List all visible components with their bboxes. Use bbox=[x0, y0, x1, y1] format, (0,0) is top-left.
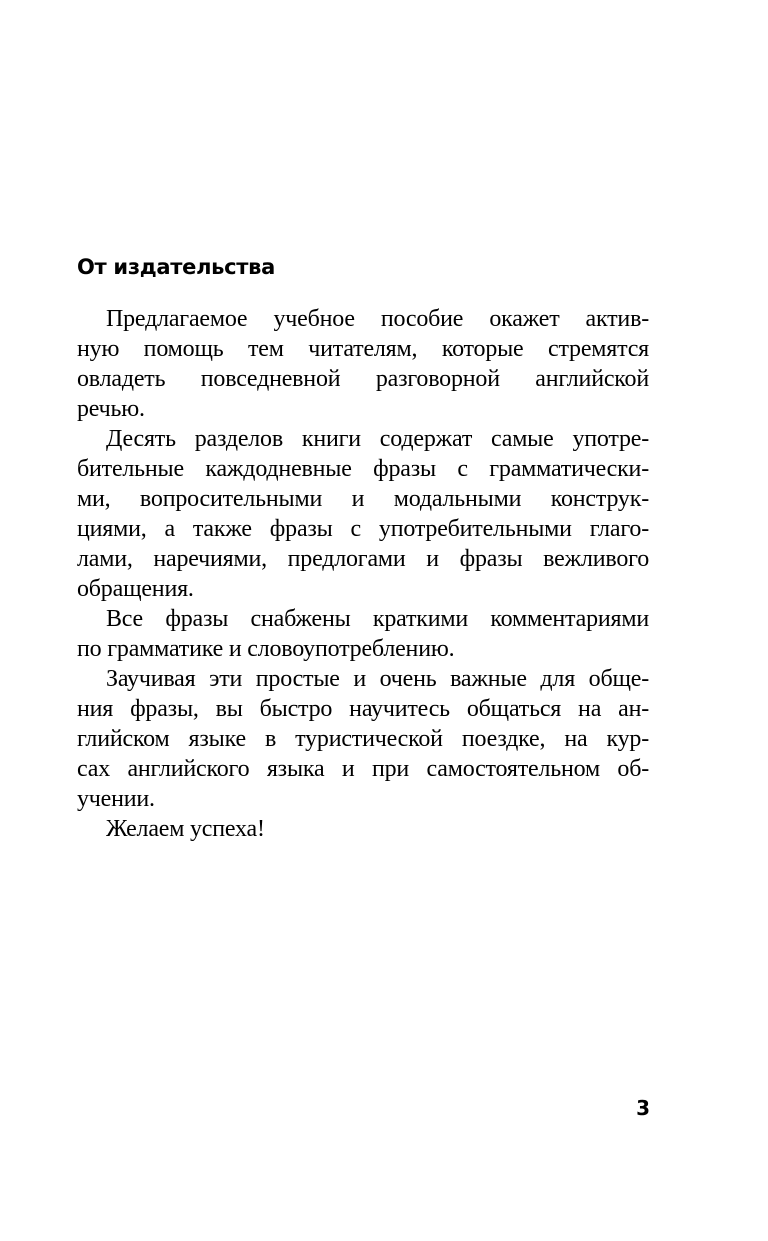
paragraph-5 bbox=[77, 814, 649, 844]
text-line: Все фразы снабжены краткими комментариями bbox=[106, 606, 649, 632]
text-line: Желаем успеха! bbox=[106, 816, 265, 842]
text-line: Десять разделов книги содержат самые употре- bbox=[106, 426, 649, 452]
text-line: ную помощь тем читателям, которые стремятся bbox=[77, 336, 649, 362]
paragraph-1 bbox=[77, 304, 649, 424]
text-line: лами, наречиями, предлогами и фразы вежливого bbox=[77, 546, 649, 572]
section-heading: От издательства bbox=[77, 255, 276, 279]
paragraph-4 bbox=[77, 664, 649, 814]
text-line: обращения. bbox=[77, 576, 194, 602]
text-line: учении. bbox=[77, 786, 155, 812]
text-line: по грамматике и словоупотреблению. bbox=[77, 636, 455, 662]
text-line: ния фразы, вы быстро научитесь общаться на ан- bbox=[77, 696, 649, 722]
text-line: Предлагаемое учебное пособие окажет актив- bbox=[106, 306, 649, 332]
text-line: овладеть повседневной разговорной английской bbox=[77, 366, 649, 392]
paragraph-2 bbox=[77, 424, 649, 604]
text-line: циями, а также фразы с употребительными глаго- bbox=[77, 516, 649, 542]
paragraph-3 bbox=[77, 604, 649, 664]
text-line: бительные каждодневные фразы с грамматически- bbox=[77, 456, 649, 482]
page-number: 3 bbox=[636, 1096, 650, 1120]
text-line: ми, вопросительными и модальными конструк- bbox=[77, 486, 649, 512]
text-line: Заучивая эти простые и очень важные для обще- bbox=[106, 666, 649, 692]
text-line: сах английского языка и при самостоятельном об- bbox=[77, 756, 649, 782]
body-text bbox=[77, 304, 649, 844]
text-line: глийском языке в туристической поездке, на кур- bbox=[77, 726, 649, 752]
text-line: речью. bbox=[77, 396, 145, 422]
